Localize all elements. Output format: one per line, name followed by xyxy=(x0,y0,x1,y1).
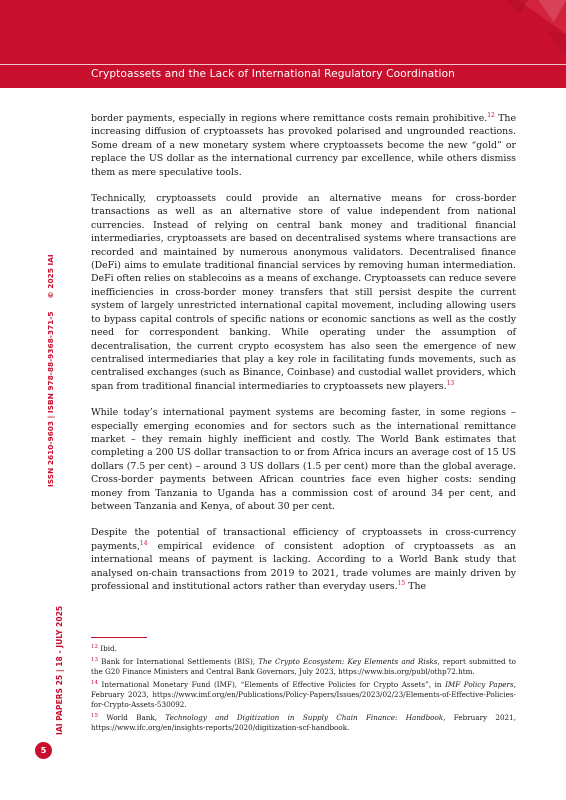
footnote-ref[interactable]: 12 xyxy=(487,112,495,119)
footnote-ref[interactable]: 15 xyxy=(397,580,406,587)
page-header xyxy=(0,0,566,88)
paragraph: Despite the potential of transactional efficiency of cryptoassets in cross-currency payments,$^{14}$ empirical evidence of consistent adoption of cryptoassets as an international means of payment is lacking. According to a World Bank study that analysed on-chain transactions from 2019 to 2021, trade volumes are mainly driven by professional and institutional actors rather than everyday users.$^{15}$ The xyxy=(91,527,516,592)
issn-isbn: ISSN 2610-9603 | ISBN 978-88-9368-371-5 xyxy=(46,311,55,487)
footnote-ref[interactable]: 14 xyxy=(139,539,148,547)
page-number: 5 xyxy=(35,742,52,759)
copyright: © 2025 IAI xyxy=(46,254,55,299)
side-identifiers xyxy=(46,254,55,487)
footnote: $^{12}$ Ibid. xyxy=(91,644,117,653)
paragraph: border payments, especially in regions where remittance costs remain prohibitive.$^{12}$ The increasing diffusion of cryptoassets has provoked polarised and ungrounded reactions. Some dream of a new monetary system where cryptoassets become the new “gold” or replace the US dollar as the international currency par excellence, while others dismiss them as mere speculative tools. xyxy=(91,112,516,178)
series-label: IAI PAPERS 25 | 18 - JULY 2025 xyxy=(55,605,64,735)
side-series-info xyxy=(55,606,64,735)
paragraph: Technically, cryptoassets could provide an alternative means for cross-border transactions as well as an alternative store of value independent from national currencies. Instead of relying on central bank money and traditional financial intermediaries, cryptoassets are based on decentralised systems where transactions are recorded and maintained by numerous anonymous validators. Decentralised finance (DeFi) aims to emulate traditional financial services by removing human intermediation. DeFi often relies on stablecoins as a means of exchange. Cryptoassets can reduce severe inefficiencies in cross-border money transfers that still persist despite the current system of largely unrestricted international capital movement, including allowing users to bypass capital controls of specific nations or economic sanctions as well as the costly need for correspondent banking. While operating under the assumption of decentralisation, the current crypto ecosystem has also seen the emergence of new centralised intermediaries that play a key role in facilitating funds movements, such as centralised exchanges (such as Binance, Coinbase) and custodial wallet providers, which span from traditional financial intermediaries to cryptoassets new players.$^{13}$ xyxy=(91,193,516,392)
paragraph: While today’s international payment systems are becoming faster, in some regions – especially emerging economies and for sectors such as the international remittance market – they remain highly inefficient and costly. The World Bank estimates that completing a 200 US dollar transaction to or from Africa incurs an average cost of 15 US dollars (7.5 per cent) – around 3 US dollars (1.5 per cent) more than the global average. Cross-border payments between African countries face even higher costs: sending money from Tanzania to Uganda has a commission cost of around 34 per cent, and between Tanzania and Kenya, of about 30 per cent. xyxy=(91,407,516,512)
footnote: $^{14}$ International Monetary Fund (IMF), “Elements of Effective Policies for Crypto Assets”, in IMF Policy Papers, February 2023, https://www.imf.org/en/Publications/Policy-Papers/Issues/2023/02/23/Elements-of-Effective-Policies-for-Crypto-Assets-530092. xyxy=(91,680,516,709)
header-rule xyxy=(0,64,566,65)
footnote-ref[interactable]: 13 xyxy=(446,379,455,387)
running-title: Cryptoassets and the Lack of International Regulatory Coordination xyxy=(91,68,455,80)
footnotes xyxy=(91,644,516,736)
footnote: $^{15}$ World Bank, Technology and Digitization in Supply Chain Finance: Handbook, February 2021, https://www.ifc.org/en/insights-reports/2020/digitization-scf-handbook. xyxy=(91,713,516,732)
body-text xyxy=(91,112,516,606)
iai-logo-shape-icon xyxy=(446,0,566,64)
footnote-rule xyxy=(91,637,147,638)
footnote: $^{13}$ Bank for International Settlements (BIS), The Crypto Ecosystem: Key Elements and Risks, report submitted to the G20 Finance Ministers and Central Bank Governors, July 2023, https://www.bis.org/publ/othp72.htm. xyxy=(91,657,516,676)
